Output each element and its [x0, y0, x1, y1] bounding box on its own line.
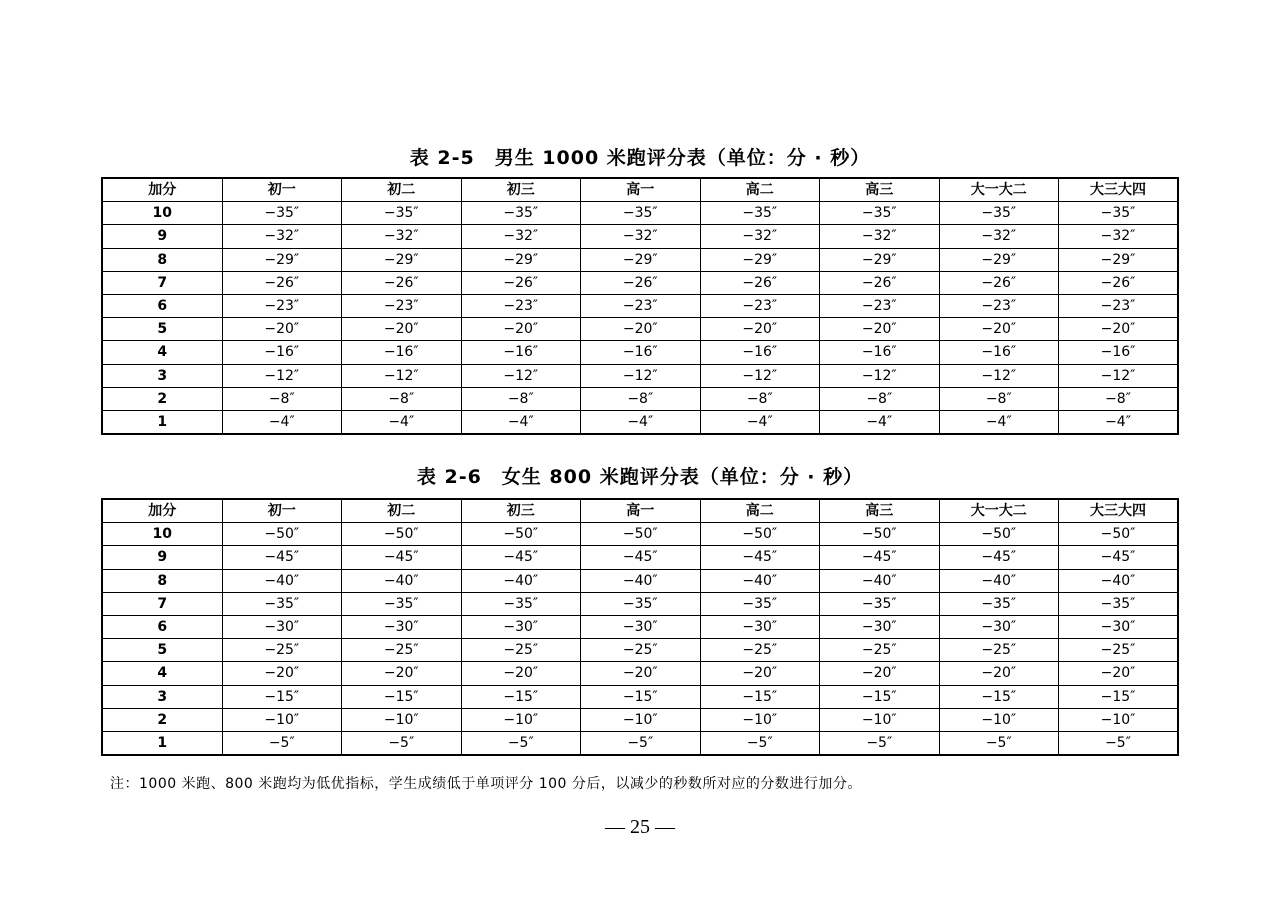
time-reduction-cell: −12″ [581, 364, 701, 387]
time-reduction-cell: −29″ [342, 248, 462, 271]
table-row [102, 341, 1178, 364]
column-header-grade: 初一 [222, 499, 342, 523]
table2-title: 表 2-6 女生 800 米跑评分表（单位：分 · 秒） [416, 466, 864, 488]
time-reduction-cell: −26″ [700, 271, 820, 294]
time-reduction-cell: −29″ [1059, 248, 1179, 271]
time-reduction-cell: −30″ [700, 615, 820, 638]
page-number: — 25 — [605, 816, 675, 838]
time-reduction-cell: −50″ [342, 523, 462, 546]
time-reduction-cell: −25″ [222, 639, 342, 662]
time-reduction-cell: −5″ [820, 731, 940, 755]
table-header-row [102, 499, 1178, 523]
table-row [102, 248, 1178, 271]
time-reduction-cell: −8″ [820, 387, 940, 410]
table-row [102, 639, 1178, 662]
time-reduction-cell: −40″ [820, 569, 940, 592]
time-reduction-cell: −32″ [1059, 225, 1179, 248]
time-reduction-cell: −20″ [1059, 662, 1179, 685]
time-reduction-cell: −35″ [939, 592, 1059, 615]
bonus-points-cell: 6 [102, 294, 222, 317]
time-reduction-cell: −15″ [820, 685, 940, 708]
time-reduction-cell: −4″ [222, 410, 342, 434]
time-reduction-cell: −20″ [222, 318, 342, 341]
time-reduction-cell: −29″ [461, 248, 581, 271]
time-reduction-cell: −26″ [820, 271, 940, 294]
bonus-points-cell: 2 [102, 387, 222, 410]
table-row [102, 615, 1178, 638]
time-reduction-cell: −5″ [461, 731, 581, 755]
table-row [102, 294, 1178, 317]
time-reduction-cell: −10″ [581, 708, 701, 731]
table-row [102, 731, 1178, 755]
time-reduction-cell: −45″ [342, 546, 462, 569]
column-header-bonus: 加分 [102, 499, 222, 523]
bonus-points-cell: 1 [102, 410, 222, 434]
time-reduction-cell: −12″ [939, 364, 1059, 387]
time-reduction-cell: −16″ [820, 341, 940, 364]
time-reduction-cell: −26″ [939, 271, 1059, 294]
table-row [102, 592, 1178, 615]
time-reduction-cell: −16″ [700, 341, 820, 364]
time-reduction-cell: −8″ [1059, 387, 1179, 410]
bonus-points-cell: 7 [102, 592, 222, 615]
time-reduction-cell: −50″ [700, 523, 820, 546]
column-header-grade: 大三大四 [1059, 499, 1179, 523]
time-reduction-cell: −5″ [342, 731, 462, 755]
time-reduction-cell: −45″ [1059, 546, 1179, 569]
time-reduction-cell: −10″ [1059, 708, 1179, 731]
table1-title: 表 2-5 男生 1000 米跑评分表（单位：分 · 秒） [409, 147, 871, 169]
time-reduction-cell: −30″ [1059, 615, 1179, 638]
table-row [102, 523, 1178, 546]
time-reduction-cell: −50″ [939, 523, 1059, 546]
time-reduction-cell: −32″ [700, 225, 820, 248]
bonus-points-cell: 2 [102, 708, 222, 731]
column-header-grade: 高二 [700, 178, 820, 202]
time-reduction-cell: −35″ [1059, 202, 1179, 225]
time-reduction-cell: −20″ [461, 318, 581, 341]
column-header-grade: 初二 [342, 499, 462, 523]
time-reduction-cell: −29″ [222, 248, 342, 271]
bonus-points-cell: 7 [102, 271, 222, 294]
time-reduction-cell: −23″ [461, 294, 581, 317]
time-reduction-cell: −20″ [820, 662, 940, 685]
time-reduction-cell: −10″ [700, 708, 820, 731]
time-reduction-cell: −20″ [581, 318, 701, 341]
time-reduction-cell: −23″ [820, 294, 940, 317]
table-row [102, 708, 1178, 731]
time-reduction-cell: −15″ [342, 685, 462, 708]
time-reduction-cell: −4″ [939, 410, 1059, 434]
time-reduction-cell: −32″ [461, 225, 581, 248]
time-reduction-cell: −32″ [222, 225, 342, 248]
time-reduction-cell: −4″ [581, 410, 701, 434]
column-header-grade: 初一 [222, 178, 342, 202]
time-reduction-cell: −23″ [581, 294, 701, 317]
time-reduction-cell: −8″ [222, 387, 342, 410]
table-row [102, 662, 1178, 685]
time-reduction-cell: −4″ [820, 410, 940, 434]
time-reduction-cell: −5″ [1059, 731, 1179, 755]
table-row [102, 318, 1178, 341]
time-reduction-cell: −15″ [581, 685, 701, 708]
column-header-grade: 高一 [581, 499, 701, 523]
time-reduction-cell: −23″ [342, 294, 462, 317]
time-reduction-cell: −12″ [820, 364, 940, 387]
time-reduction-cell: −10″ [342, 708, 462, 731]
bonus-points-cell: 4 [102, 662, 222, 685]
time-reduction-cell: −12″ [700, 364, 820, 387]
time-reduction-cell: −50″ [1059, 523, 1179, 546]
table-row [102, 685, 1178, 708]
time-reduction-cell: −25″ [1059, 639, 1179, 662]
column-header-grade: 高三 [820, 499, 940, 523]
time-reduction-cell: −10″ [222, 708, 342, 731]
bonus-points-cell: 3 [102, 685, 222, 708]
time-reduction-cell: −35″ [342, 592, 462, 615]
time-reduction-cell: −40″ [461, 569, 581, 592]
bonus-points-cell: 6 [102, 615, 222, 638]
time-reduction-cell: −40″ [342, 569, 462, 592]
bonus-points-cell: 9 [102, 225, 222, 248]
time-reduction-cell: −23″ [939, 294, 1059, 317]
time-reduction-cell: −12″ [222, 364, 342, 387]
table-row [102, 271, 1178, 294]
time-reduction-cell: −8″ [700, 387, 820, 410]
time-reduction-cell: −35″ [222, 202, 342, 225]
time-reduction-cell: −40″ [1059, 569, 1179, 592]
column-header-grade: 大三大四 [1059, 178, 1179, 202]
time-reduction-cell: −35″ [461, 592, 581, 615]
time-reduction-cell: −8″ [342, 387, 462, 410]
time-reduction-cell: −15″ [1059, 685, 1179, 708]
time-reduction-cell: −30″ [461, 615, 581, 638]
time-reduction-cell: −45″ [700, 546, 820, 569]
bonus-points-cell: 5 [102, 639, 222, 662]
time-reduction-cell: −35″ [820, 592, 940, 615]
time-reduction-cell: −15″ [700, 685, 820, 708]
time-reduction-cell: −4″ [700, 410, 820, 434]
time-reduction-cell: −50″ [461, 523, 581, 546]
time-reduction-cell: −4″ [461, 410, 581, 434]
column-header-grade: 高二 [700, 499, 820, 523]
time-reduction-cell: −15″ [939, 685, 1059, 708]
time-reduction-cell: −23″ [222, 294, 342, 317]
time-reduction-cell: −40″ [939, 569, 1059, 592]
bonus-points-cell: 9 [102, 546, 222, 569]
time-reduction-cell: −45″ [461, 546, 581, 569]
time-reduction-cell: −25″ [939, 639, 1059, 662]
time-reduction-cell: −35″ [939, 202, 1059, 225]
column-header-grade: 初二 [342, 178, 462, 202]
time-reduction-cell: −20″ [700, 662, 820, 685]
table-row [102, 546, 1178, 569]
time-reduction-cell: −30″ [222, 615, 342, 638]
time-reduction-cell: −23″ [1059, 294, 1179, 317]
time-reduction-cell: −50″ [820, 523, 940, 546]
table-row [102, 387, 1178, 410]
table-row [102, 569, 1178, 592]
time-reduction-cell: −12″ [461, 364, 581, 387]
time-reduction-cell: −16″ [1059, 341, 1179, 364]
bonus-points-cell: 3 [102, 364, 222, 387]
time-reduction-cell: −20″ [820, 318, 940, 341]
time-reduction-cell: −32″ [939, 225, 1059, 248]
time-reduction-cell: −16″ [939, 341, 1059, 364]
time-reduction-cell: −26″ [222, 271, 342, 294]
time-reduction-cell: −30″ [820, 615, 940, 638]
time-reduction-cell: −35″ [700, 202, 820, 225]
time-reduction-cell: −30″ [342, 615, 462, 638]
time-reduction-cell: −20″ [581, 662, 701, 685]
table-header-row [102, 178, 1178, 202]
time-reduction-cell: −45″ [820, 546, 940, 569]
time-reduction-cell: −20″ [939, 318, 1059, 341]
time-reduction-cell: −45″ [222, 546, 342, 569]
time-reduction-cell: −4″ [342, 410, 462, 434]
time-reduction-cell: −35″ [581, 592, 701, 615]
column-header-grade: 高三 [820, 178, 940, 202]
column-header-grade: 初三 [461, 499, 581, 523]
time-reduction-cell: −32″ [342, 225, 462, 248]
column-header-grade: 大一大二 [939, 499, 1059, 523]
time-reduction-cell: −12″ [342, 364, 462, 387]
time-reduction-cell: −10″ [820, 708, 940, 731]
time-reduction-cell: −25″ [342, 639, 462, 662]
bonus-points-cell: 4 [102, 341, 222, 364]
time-reduction-cell: −35″ [700, 592, 820, 615]
time-reduction-cell: −40″ [222, 569, 342, 592]
time-reduction-cell: −30″ [581, 615, 701, 638]
time-reduction-cell: −16″ [461, 341, 581, 364]
bonus-points-cell: 8 [102, 248, 222, 271]
time-reduction-cell: −23″ [700, 294, 820, 317]
column-header-grade: 高一 [581, 178, 701, 202]
time-reduction-cell: −5″ [222, 731, 342, 755]
time-reduction-cell: −35″ [461, 202, 581, 225]
bonus-points-cell: 10 [102, 523, 222, 546]
time-reduction-cell: −20″ [461, 662, 581, 685]
male-1000m-score-table [101, 177, 1179, 435]
time-reduction-cell: −8″ [461, 387, 581, 410]
time-reduction-cell: −25″ [461, 639, 581, 662]
table-row [102, 225, 1178, 248]
time-reduction-cell: −40″ [700, 569, 820, 592]
female-800m-score-table [101, 498, 1179, 756]
time-reduction-cell: −12″ [1059, 364, 1179, 387]
time-reduction-cell: −26″ [581, 271, 701, 294]
time-reduction-cell: −8″ [581, 387, 701, 410]
time-reduction-cell: −32″ [581, 225, 701, 248]
footnote: 注：1000 米跑、800 米跑均为低优指标，学生成绩低于单项评分 100 分后，以减少的秒数所对应的分数进行加分。 [110, 776, 862, 792]
column-header-grade: 大一大二 [939, 178, 1059, 202]
time-reduction-cell: −35″ [342, 202, 462, 225]
time-reduction-cell: −29″ [581, 248, 701, 271]
time-reduction-cell: −50″ [222, 523, 342, 546]
bonus-points-cell: 5 [102, 318, 222, 341]
time-reduction-cell: −5″ [581, 731, 701, 755]
bonus-points-cell: 1 [102, 731, 222, 755]
time-reduction-cell: −26″ [342, 271, 462, 294]
time-reduction-cell: −26″ [461, 271, 581, 294]
time-reduction-cell: −32″ [820, 225, 940, 248]
time-reduction-cell: −50″ [581, 523, 701, 546]
time-reduction-cell: −10″ [939, 708, 1059, 731]
table-row [102, 364, 1178, 387]
time-reduction-cell: −20″ [342, 662, 462, 685]
time-reduction-cell: −16″ [222, 341, 342, 364]
time-reduction-cell: −29″ [939, 248, 1059, 271]
bonus-points-cell: 8 [102, 569, 222, 592]
time-reduction-cell: −20″ [939, 662, 1059, 685]
time-reduction-cell: −25″ [581, 639, 701, 662]
time-reduction-cell: −20″ [342, 318, 462, 341]
time-reduction-cell: −20″ [222, 662, 342, 685]
time-reduction-cell: −10″ [461, 708, 581, 731]
time-reduction-cell: −29″ [820, 248, 940, 271]
time-reduction-cell: −35″ [820, 202, 940, 225]
time-reduction-cell: −45″ [939, 546, 1059, 569]
time-reduction-cell: −35″ [222, 592, 342, 615]
time-reduction-cell: −8″ [939, 387, 1059, 410]
table-row [102, 202, 1178, 225]
time-reduction-cell: −40″ [581, 569, 701, 592]
time-reduction-cell: −29″ [700, 248, 820, 271]
time-reduction-cell: −5″ [700, 731, 820, 755]
table-row [102, 410, 1178, 434]
time-reduction-cell: −15″ [222, 685, 342, 708]
column-header-bonus: 加分 [102, 178, 222, 202]
time-reduction-cell: −45″ [581, 546, 701, 569]
bonus-points-cell: 10 [102, 202, 222, 225]
time-reduction-cell: −35″ [1059, 592, 1179, 615]
time-reduction-cell: −15″ [461, 685, 581, 708]
time-reduction-cell: −35″ [581, 202, 701, 225]
column-header-grade: 初三 [461, 178, 581, 202]
time-reduction-cell: −30″ [939, 615, 1059, 638]
time-reduction-cell: −20″ [700, 318, 820, 341]
time-reduction-cell: −26″ [1059, 271, 1179, 294]
time-reduction-cell: −25″ [700, 639, 820, 662]
time-reduction-cell: −20″ [1059, 318, 1179, 341]
time-reduction-cell: −25″ [820, 639, 940, 662]
time-reduction-cell: −16″ [581, 341, 701, 364]
time-reduction-cell: −4″ [1059, 410, 1179, 434]
time-reduction-cell: −5″ [939, 731, 1059, 755]
time-reduction-cell: −16″ [342, 341, 462, 364]
